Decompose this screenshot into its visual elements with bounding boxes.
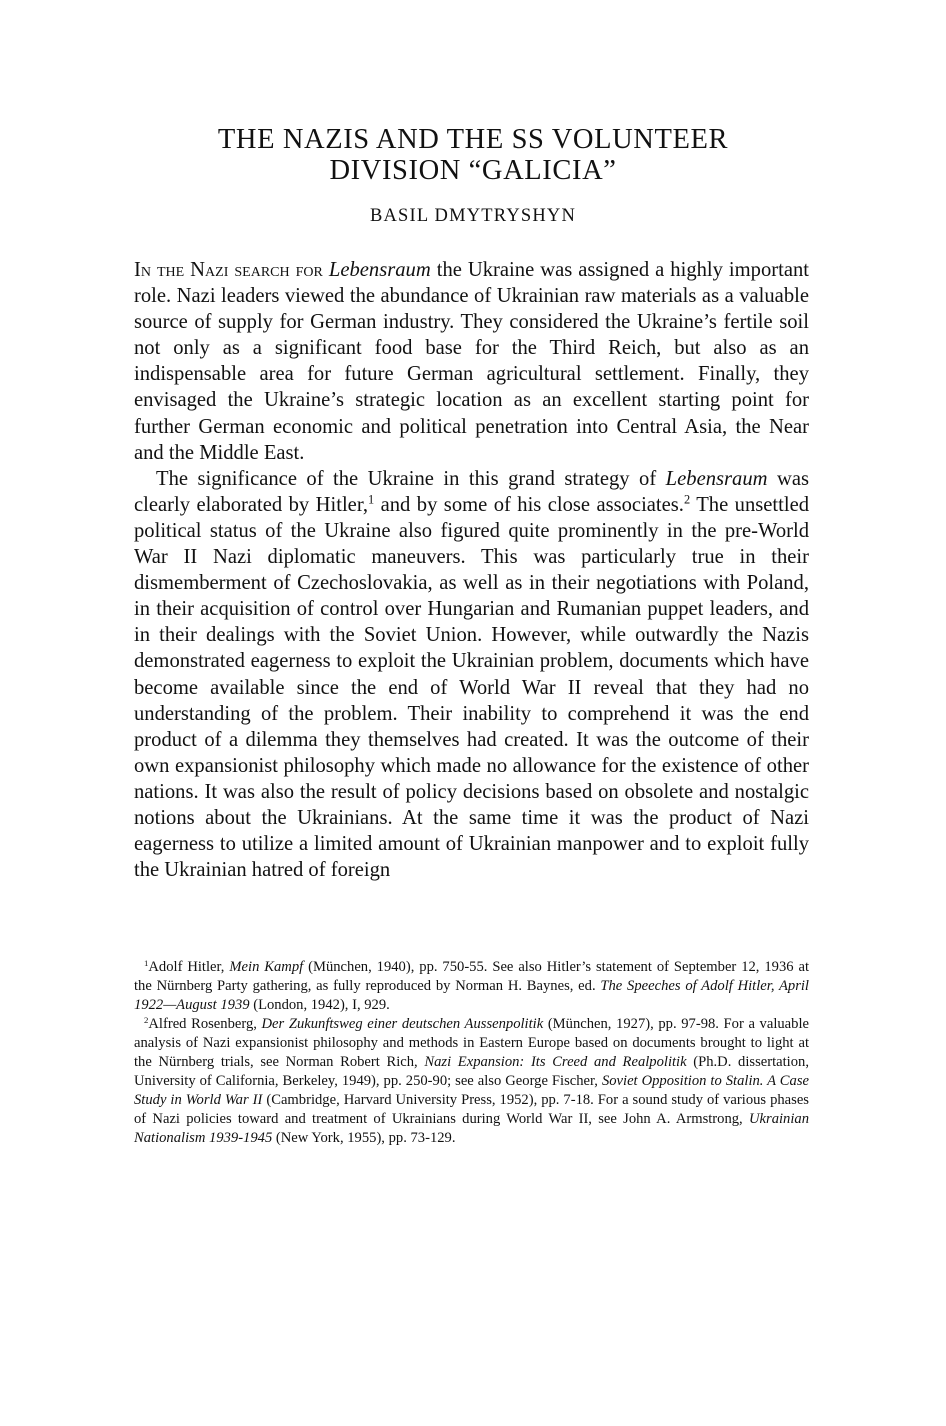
footnote-text: (München, 1940), pp. 750-55. See also Hitler’s statement of September 12, 1936 at the Nürnberg Party gathering, as fully reproduced by Norman H. Baynes, ed. [134, 959, 809, 994]
footnote-ref-2[interactable]: 2 [683, 492, 691, 507]
footnote-ref-1[interactable]: 1 [368, 492, 375, 507]
footnote-text: Alfred Rosenberg, [148, 1016, 257, 1032]
footnote-text: (New York, 1955), pp. 73-129. [275, 1130, 456, 1146]
footnote-2 [134, 1015, 809, 1148]
paragraph-text: was clearly elaborated by Hitler, [134, 467, 809, 516]
paragraph-1 [134, 257, 809, 466]
paragraph-2 [134, 466, 809, 884]
author-name: BASIL DMYTRYSHYN [369, 206, 577, 226]
cited-title: Nazi Expansion: Its Creed and Realpolitik [424, 1054, 687, 1070]
cited-title: Ukrainian Nationalism 1939-1945 [134, 1111, 809, 1146]
footnote-text: (Ph.D. dissertation, University of California, Berkeley, 1949), pp. 250-90; see also George Fischer, [134, 1054, 809, 1089]
cited-title: The Speeches of Adolf Hitler, April 1922—August 1939 [134, 978, 809, 1013]
footnote-text: (München, 1927), pp. 97-98. For a valuable analysis of Nazi expansionist philosophy and methods in Eastern Europe based on documents brought to light at the Nürnberg trials, see Norman Robert Rich, [134, 1016, 809, 1070]
footnote-number: 1 [144, 957, 149, 968]
cited-title: Mein Kampf [229, 959, 304, 975]
title-line-2: DIVISION “GALICIA” [329, 155, 617, 186]
italic-term: Lebensraum [665, 467, 768, 490]
footnote-1 [134, 958, 809, 1015]
title-line-1: THE NAZIS AND THE SS VOLUNTEER [217, 124, 729, 155]
article-body [134, 257, 809, 883]
footnote-text: Adolf Hitler, [148, 959, 225, 975]
article-title [140, 124, 806, 186]
paragraph-text: the Ukraine was assigned a highly important role. Nazi leaders viewed the abundance of Ukrainian raw materials as a valuable source of supply for German industry. They considered the Ukraine’s fertile soil not only as a significant food base for the Third Reich, but also as an indispensable area for future German agricultural settlement. Finally, they envisaged the Ukraine’s strategic location as an excellent starting point for further German economic and political penetration into Central Asia, the Near and the Middle East. [134, 259, 810, 464]
footnote-number: 2 [144, 1014, 149, 1025]
footnote-text: (London, 1942), I, 929. [253, 997, 390, 1013]
cited-title: Der Zukunftsweg einer deutschen Aussenpolitik [261, 1016, 544, 1032]
lead-in-small-caps: In the Nazi search for [134, 259, 323, 281]
paragraph-text: and by some of his close associates. [380, 493, 684, 516]
cited-title: Soviet Opposition to Stalin. A Case Study in World War II [134, 1073, 809, 1108]
paragraph-text: The unsettled political status of the Ukraine also figured quite prominently in the pre-World War II Nazi diplomatic maneuvers. This was particularly true in their dismemberment of Czechoslovakia, as well as in their negotiations with Poland, in their acquisition of control over Hungarian and Rumanian puppet leaders, and in their dealings with the Soviet Union. However, while outwardly the Nazis demonstrated eagerness to exploit the Ukrainian problem, documents which have become available since the end of World War II reveal that they had no understanding of the problem. Their inability to comprehend it was the end product of a dilemma they themselves had created. It was the outcome of their own expansionist philosophy which made no allowance for the existence of other nations. It was also the result of policy decisions based on obsolete and nostalgic notions about the Ukrainians. At the same time it was the product of Nazi eagerness to utilize a limited amount of Ukrainian manpower and to exploit fully the Ukrainian hatred of foreign [134, 493, 810, 882]
footnote-text: (Cambridge, Harvard University Press, 1952), pp. 7-18. For a sound study of various phases of Nazi policies toward and treatment of Ukrainians during World War II, see John A. Armstrong, [134, 1092, 809, 1127]
paragraph-text: The significance of the Ukraine in this grand strategy of [156, 467, 657, 490]
italic-term: Lebensraum [328, 259, 431, 281]
footnotes [134, 958, 809, 1148]
